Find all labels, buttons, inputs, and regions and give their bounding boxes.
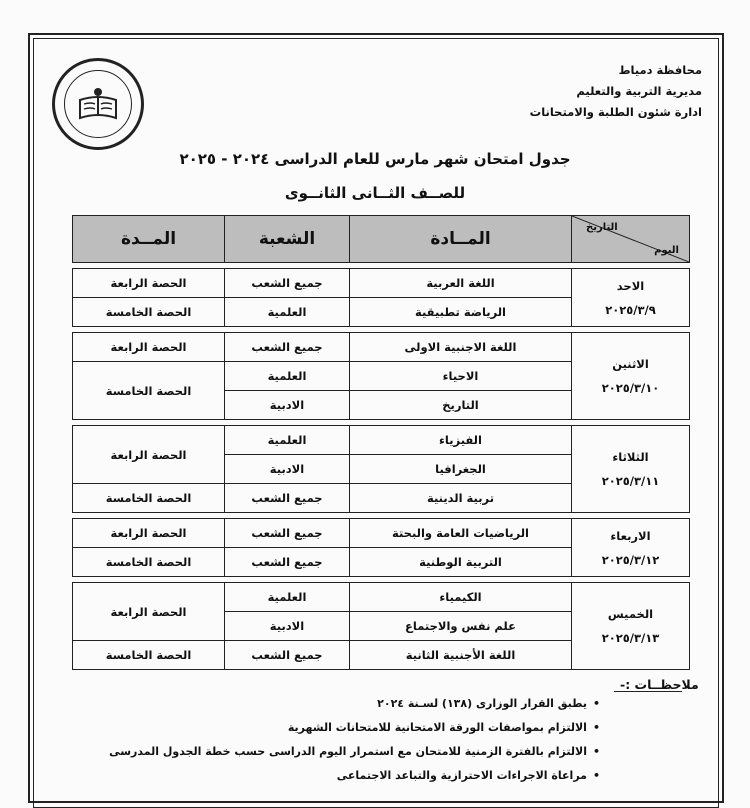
governorate-name: محافظة دمياط [618, 63, 702, 77]
period-cell: الحصة الخامسة [73, 548, 225, 577]
day-name: الثلاثاء [612, 450, 649, 464]
subject-cell: الفيزياء [350, 426, 572, 455]
day-cell [572, 426, 690, 513]
period-cell: الحصة الرابعة [73, 333, 225, 362]
table-row [73, 333, 690, 362]
table-row [73, 426, 690, 455]
table-row [73, 269, 690, 298]
schedule-subtitle: للصــف الثــانى الثانــوى [284, 184, 466, 202]
division-cell: جميع الشعب [225, 548, 350, 577]
exam-schedule-table [72, 215, 690, 670]
day-name: الاثنين [612, 357, 649, 371]
division-cell: العلمية [225, 426, 350, 455]
list-item: • الالتزام بمواصفات الورقة الامتحانية للامتحانات الشهرية [109, 716, 600, 740]
subject-cell: الجغرافيا [350, 455, 572, 484]
division-cell: العلمية [225, 362, 350, 391]
subject-cell: التاريخ [350, 391, 572, 420]
division-cell: جميع الشعب [225, 641, 350, 670]
subject-cell: اللغة الأجنبية الثانية [350, 641, 572, 670]
book-emblem-icon [76, 84, 120, 124]
subject-cell: تربية الدينية [350, 484, 572, 513]
date-header-label: التاريخ [586, 222, 618, 233]
exam-date: ٢٠٢٥/٣/٩ [605, 302, 656, 317]
department-name: ادارة شئون الطلبة والامتحانات [529, 105, 702, 119]
subject-header: المــادة [350, 216, 572, 263]
list-item: • الالتزام بالفترة الزمنية للامتحان مع استمرار اليوم الدراسى حسب خطة الجدول المدرسى [109, 740, 600, 764]
exam-date: ٢٠٢٥/٣/١٢ [601, 552, 660, 567]
directorate-seal-logo [52, 58, 144, 150]
directorate-name: مديرية التربية والتعليم [576, 84, 702, 98]
day-name: الخميس [607, 607, 654, 621]
division-cell: الادبية [225, 455, 350, 484]
day-cell [572, 269, 690, 327]
notes-list [109, 692, 600, 788]
period-header: المــدة [73, 216, 225, 263]
period-cell: الحصة الخامسة [73, 484, 225, 513]
subject-cell: اللغة الاجنبية الاولى [350, 333, 572, 362]
exam-date: ٢٠٢٥/٣/١١ [601, 474, 660, 488]
day-header-label: اليوم [654, 245, 679, 256]
period-cell: الحصة الخامسة [73, 298, 225, 327]
division-cell: جميع الشعب [225, 484, 350, 513]
subject-cell: التربية الوطنية [350, 548, 572, 577]
exam-date: ٢٠٢٥/٣/١٣ [601, 631, 660, 645]
exam-date: ٢٠٢٥/٣/١٠ [601, 381, 660, 395]
table-row [73, 583, 690, 612]
schedule-title: جدول امتحان شهر مارس للعام الدراسى ٢٠٢٤ - ٢٠٢٥ [179, 150, 571, 168]
period-cell: الحصة الخامسة [73, 362, 225, 420]
day-cell [572, 519, 690, 577]
division-cell: جميع الشعب [225, 333, 350, 362]
subject-cell: الاحياء [350, 362, 572, 391]
period-cell: الحصة الرابعة [73, 426, 225, 484]
subject-cell: الرياضة تطبيقية [350, 298, 572, 327]
list-item: • مراعاة الاجراءات الاحترازية والتباعد الاجتماعى [109, 764, 600, 788]
subject-cell: علم نفس والاجتماع [350, 612, 572, 641]
period-cell: الحصة الرابعة [73, 519, 225, 548]
period-cell: الحصة الخامسة [73, 641, 225, 670]
day-name: الاربعاء [610, 528, 651, 543]
day-name: الاحد [616, 278, 645, 293]
notes-underline [614, 691, 682, 692]
subject-cell: اللغة العربية [350, 269, 572, 298]
division-cell: العلمية [225, 583, 350, 612]
division-cell: الادبية [225, 391, 350, 420]
division-cell: جميع الشعب [225, 519, 350, 548]
day-cell [572, 583, 690, 670]
header-block [530, 60, 702, 123]
subject-cell: الرياضيات العامة والبحتة [350, 519, 572, 548]
day-date-header [572, 216, 690, 263]
subject-cell: الكيمياء [350, 583, 572, 612]
list-item: • يطبق القرار الوزارى (١٣٨) لسـنة ٢٠٢٤ [109, 692, 600, 716]
table-row [73, 519, 690, 548]
notes-label: ملاحظــات :- [620, 677, 699, 692]
division-header: الشعبة [225, 216, 350, 263]
division-cell: الادبية [225, 612, 350, 641]
period-cell: الحصة الرابعة [73, 583, 225, 641]
division-cell: العلمية [225, 298, 350, 327]
period-cell: الحصة الرابعة [73, 269, 225, 298]
division-cell: جميع الشعب [225, 269, 350, 298]
day-cell [572, 333, 690, 420]
